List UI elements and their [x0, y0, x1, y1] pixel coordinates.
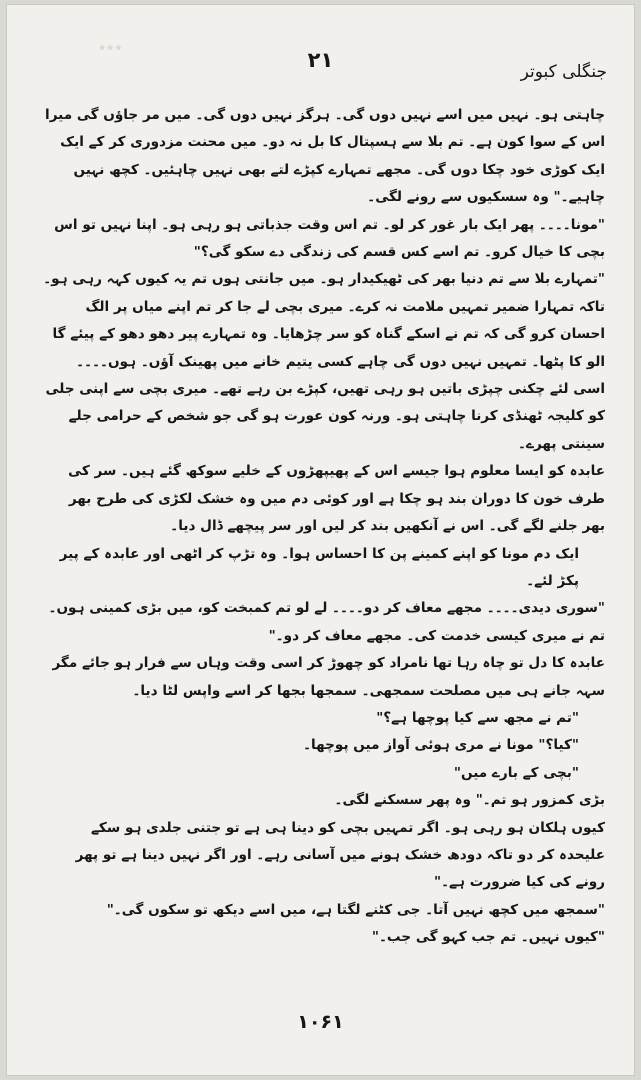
paragraph: "مونا۔۔۔۔ پھر ایک بار غور کر لو۔ تم اس وقت جذباتی ہو رہی ہو۔ اپنا نہیں تو اس بچی کا خیال کرو۔ تم اسے کس قسم کی زندگی دے سکو گی؟": [54, 216, 605, 261]
paragraph: عابدہ کو ایسا معلوم ہوا جیسے اس کے پھیپھڑوں کے خلیے سوکھ گئے ہیں۔ سر کی طرف خون کا دوران بند ہو چکا ہے اور کوئی دم میں وہ خشک لکڑی کی طرح بھر بھر جلنے لگے گی۔ اس نے آنکھیں بند کر لیں اور سر پیچھے ڈال دیا۔: [68, 463, 605, 535]
paragraph: "سمجھ میں کچھ نہیں آتا۔ جی کٹنے لگتا ہے، میں اسے دیکھ تو سکوں گی۔": [106, 901, 605, 918]
paragraph: "کیوں نہیں۔ تم جب کہو گی جب۔": [371, 929, 605, 946]
paragraph: "کیا؟" مونا نے مری ہوئی آواز میں پوچھا۔: [303, 737, 579, 754]
paragraph: "سوری دیدی۔۔۔۔ مجھے معاف کر دو۔۔۔۔ لے لو تم کمبخت کو، میں بڑی کمینی ہوں۔ تم نے میری کیسی خدمت کی۔ مجھے معاف کر دو۔": [48, 600, 605, 644]
footer-page-number: ۱۰۶۱: [297, 1011, 344, 1033]
paragraph: "تمہارے بلا سے تم دنیا بھر کی ٹھیکیدار ہو۔ میں جانتی ہوں تم یہ کیوں کہہ رہی ہو۔ تاکہ تمہارا ضمیر تمہیں ملامت نہ کرے۔ میری بچی لے جا کر تم اپنے میاں پر الگ احسان کرو گی کہ تم نے اسکے گناہ کو سر چڑھایا۔ وہ تمہارے پیر دھو دھو کے پیئے گا الو کا پٹھا۔ تمہیں نہیں دوں گی چاہے کسی یتیم خانے میں پھینک آؤں۔ ہوں۔۔۔۔ اسی لئے چکنی چپڑی باتیں ہو رہی تھیں، کپڑے بن رہے تھے۔ میری بچی سے اپنی جلی کو کلیجہ ٹھنڈی کرنا چاہتی ہو۔ ورنہ کون عورت ہو گی جو شخص کے حرامی جلے سینتی پھرے۔: [43, 271, 605, 452]
paragraph: "تم نے مجھ سے کیا پوچھا ہے؟": [376, 709, 579, 726]
show-through-text: ٭٭٭: [98, 38, 123, 56]
paragraph: ایک دم مونا کو اپنے کمینے پن کا احساس ہوا۔ وہ تڑپ کر اٹھی اور عابدہ کے پیر پکڑ لئے۔: [59, 545, 579, 589]
paragraph: "بچی کے بارے میں": [453, 764, 579, 781]
paragraph: بڑی کمزور ہو تم۔" وہ پھر سسکنے لگی۔: [334, 792, 605, 809]
running-title: جنگلی کبوتر: [520, 62, 607, 82]
paragraph: کیوں ہلکان ہو رہی ہو۔ اگر تمہیں بچی کو دینا ہی ہے تو جتنی جلدی ہو سکے علیحدہ کر دو تاکہ دودھ خشک ہونے میں آسانی رہے۔ اور اگر نہیں دینا ہے تو پھر رونے کی کیا ضرورت ہے۔": [75, 819, 605, 891]
book-page: [6, 4, 635, 1076]
paragraph: عابدہ کا دل تو چاہ رہا تھا نامراد کو چھوڑ کر اسی وقت وہاں سے فرار ہو جائے مگر سہہ جانے ہی میں مصلحت سمجھی۔ سمجھا بجھا کر اسے واپس لٹا دیا۔: [52, 655, 605, 699]
page-number: ۲۱: [307, 48, 334, 72]
paragraph: چاہتی ہو۔ نہیں میں اسے نہیں دوں گی۔ ہرگز نہیں دوں گی۔ میں مر جاؤں گی میرا اس کے سوا کون ہے۔ تم بلا سے ہسپتال کا بل نہ دو۔ میں محنت مزدوری کر کے ایک ایک کوڑی خود چکا دوں گی۔ مجھے تمہارے کپڑے لتے بھی نہیں چاہئیں۔ کچھ نہیں چاہیے۔" وہ سسکیوں سے رونے لگی۔: [45, 107, 605, 206]
body-text: [42, 102, 605, 952]
